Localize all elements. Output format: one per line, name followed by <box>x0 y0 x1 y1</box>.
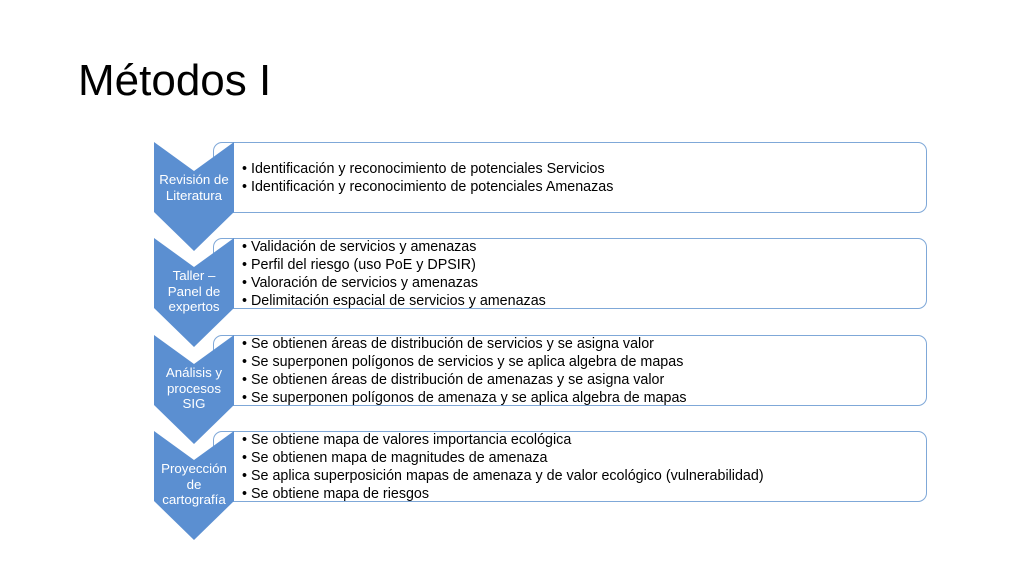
step-2-item-4: • Delimitación espacial de servicios y amenazas <box>242 292 546 310</box>
step-3-details-box <box>213 335 927 406</box>
step-3-chevron <box>154 335 234 444</box>
step-1-details-box <box>213 142 927 213</box>
step-2-label: Taller – Panel de expertos <box>167 268 221 314</box>
step-3-label: Análisis y procesos SIG <box>165 365 223 411</box>
slide-title: Métodos I <box>78 56 272 105</box>
step-4-item-1: • Se obtiene mapa de valores importancia ecológica <box>242 431 764 449</box>
step-2-item-2: • Perfil del riesgo (uso PoE y DPSIR) <box>242 256 546 274</box>
step-4-chevron <box>154 431 234 540</box>
step-1-item-2: • Identificación y reconocimiento de potenciales Amenazas <box>242 178 613 196</box>
step-2-item-3: • Valoración de servicios y amenazas <box>242 274 546 292</box>
step-3-item-1: • Se obtienen áreas de distribución de servicios y se asigna valor <box>242 335 687 353</box>
step-3-item-2: • Se superponen polígonos de servicios y se aplica algebra de mapas <box>242 353 687 371</box>
step-4-label: Proyección de cartografía <box>161 461 227 507</box>
step-3-item-3: • Se obtienen áreas de distribución de amenazas y se asigna valor <box>242 371 687 389</box>
step-4-item-2: • Se obtienen mapa de magnitudes de amenaza <box>242 449 764 467</box>
step-1-chevron <box>154 142 234 251</box>
step-2-items <box>242 239 546 308</box>
step-2-details-box <box>213 238 927 309</box>
step-1-item-1: • Identificación y reconocimiento de potenciales Servicios <box>242 160 613 178</box>
step-2-item-1: • Validación de servicios y amenazas <box>242 238 546 256</box>
step-4-items <box>242 432 764 501</box>
step-1-items <box>242 143 613 212</box>
step-3-items <box>242 336 687 405</box>
step-3-item-4: • Se superponen polígonos de amenaza y se aplica algebra de mapas <box>242 389 687 407</box>
step-4-item-3: • Se aplica superposición mapas de amenaza y de valor ecológico (vulnerabilidad) <box>242 467 764 485</box>
step-4-item-4: • Se obtiene mapa de riesgos <box>242 485 764 503</box>
step-2-chevron <box>154 238 234 347</box>
step-1-label: Revisión de Literatura <box>159 172 229 203</box>
step-4-details-box <box>213 431 927 502</box>
